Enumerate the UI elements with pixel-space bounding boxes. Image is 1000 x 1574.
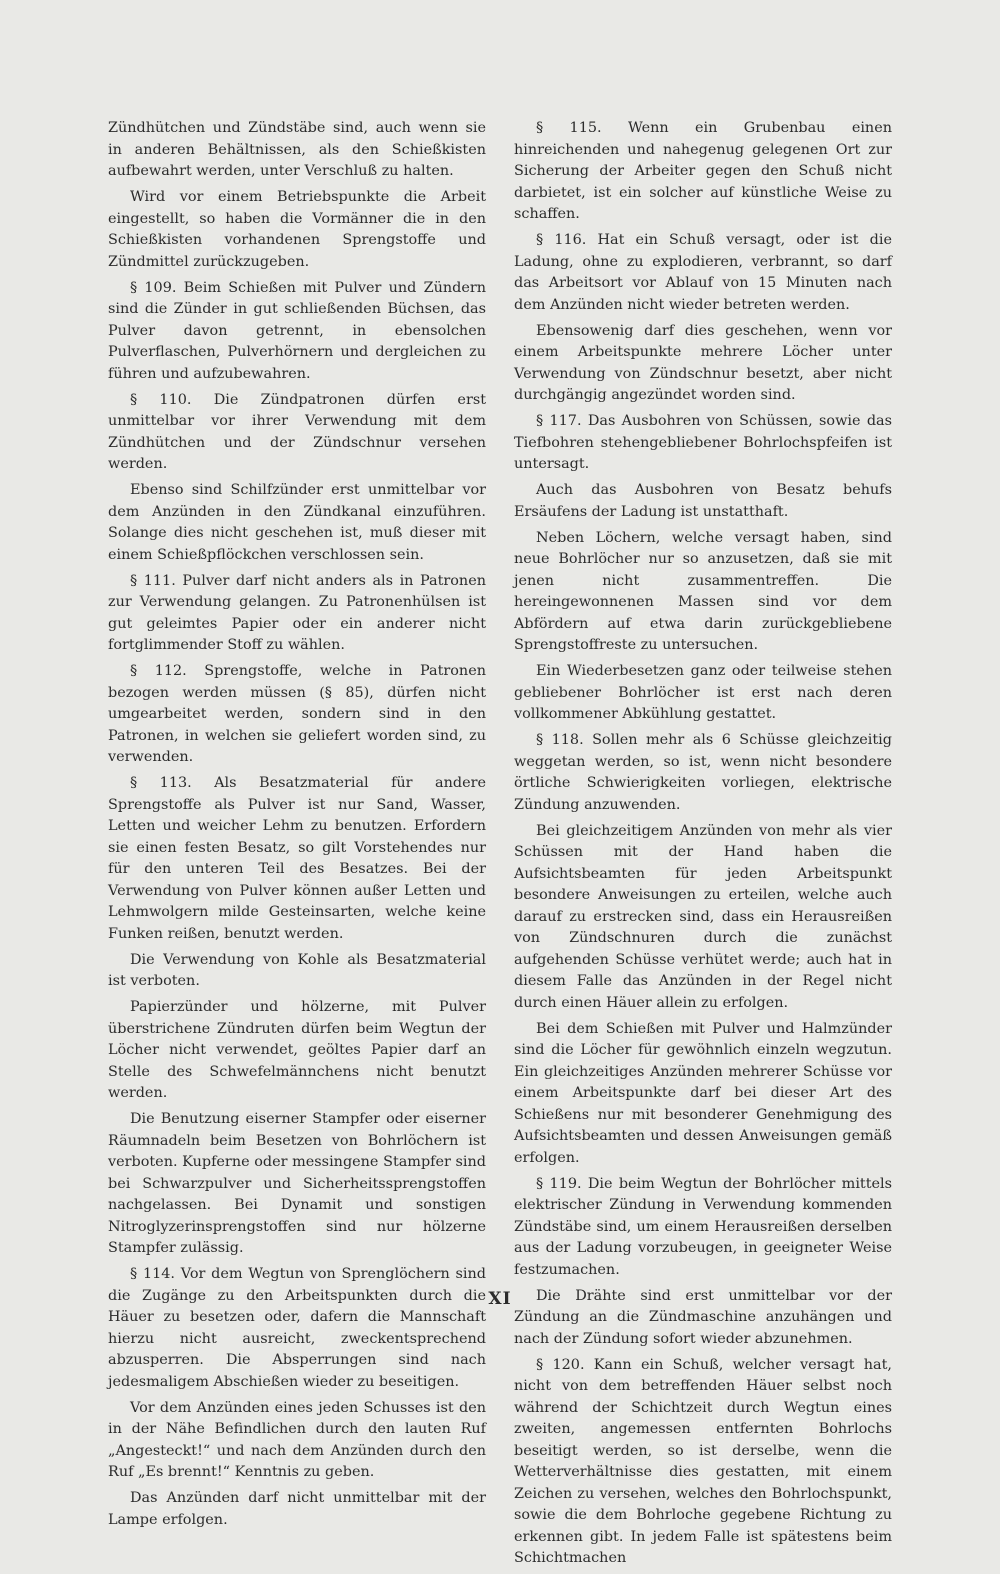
paragraph: Vor dem Anzünden eines jeden Schusses ist den in der Nähe Befindlichen durch den lauten Ruf „Angesteckt!“ und nach dem Anzünden durch den Ruf „Es brennt!“ Kenntnis zu geben. (108, 1399, 486, 1480)
paragraph: Ein Wiederbesetzen ganz oder teilweise stehen gebliebener Bohrlöcher ist erst nach deren vollkommener Abkühlung gestattet. (514, 663, 892, 722)
paragraph: § 115. Wenn ein Grubenbau einen hinreichenden und nahegenug gelegenen Ort zur Sicherung der Arbeiter gegen den Schuß nicht darbietet, ist ein solcher auf künstliche Weise zu schaffen. (514, 120, 892, 222)
paragraph: § 113. Als Besatzmaterial für andere Sprengstoffe als Pulver ist nur Sand, Wasser, Letten und weicher Lehm zu benutzen. Erfordern sie einen festen Besatz, so gilt Vorstehendes nur für den unteren Teil des Besatzes. Bei der Verwendung von Pulver können außer Letten und Lehmwolgern milde Gesteinsarten, welche keine Funken reißen, benutzt werden. (108, 775, 486, 942)
page-number: XI (488, 1289, 512, 1309)
paragraph: Bei dem Schießen mit Pulver und Halmzünder sind die Löcher für gewöhnlich einzeln wegzutun. Ein gleichzeitiges Anzünden mehrerer Schüsse vor einem Arbeitspunkte darf bei dieser Art des Schießens nur mit besonderer Genehmigung des Aufsichtsbeamten und dessen Anweisungen gemäß erfolgen. (514, 1020, 892, 1166)
paragraph: § 111. Pulver darf nicht anders als in Patronen zur Verwendung gelangen. Zu Patronenhülsen ist gut geleimtes Papier oder ein anderer nicht fortglimmender Stoff zu wählen. (108, 572, 486, 653)
paragraph: Wird vor einem Betriebspunkte die Arbeit eingestellt, so haben die Vormänner die in den Schießkisten vorhandenen Sprengstoffe und Zündmittel zurückzugeben. (108, 189, 486, 270)
paragraph: § 109. Beim Schießen mit Pulver und Zündern sind die Zünder in gut schließenden Büchsen, das Pulver davon getrennt, in ebensolchen Pulverflaschen, Pulverhörnern und dergleichen zu führen und aufzubewahren. (108, 279, 486, 382)
paragraph: Neben Löchern, welche versagt haben, sind neue Bohrlöcher nur so anzusetzen, daß sie mit jenen nicht zusammentreffen. Die hereingewonnenen Massen sind vor dem Abfördern auf etwa darin zurückgebliebene Sprengstoffreste zu untersuchen. (514, 529, 892, 653)
paragraph: Auch das Ausbohren von Besatz behufs Ersäufens der Ladung ist unstatthaft. (514, 482, 892, 520)
paragraph: Die Verwendung von Kohle als Besatzmaterial ist verboten. (108, 951, 486, 989)
paragraph: Ebenso sind Schilfzünder erst unmittelbar vor dem Anzünden in den Zündkanal einzuführen. Solange dies nicht geschehen ist, muß dieser mit einem Schießpflöckchen verschlossen sein. (108, 482, 486, 563)
paragraph: Die Drähte sind erst unmittelbar vor der Zündung an die Zündmaschine anzuhängen und nach der Zündung sofort wieder abzunehmen. (514, 1287, 892, 1347)
paragraph: § 110. Die Zündpatronen dürfen erst unmittelbar vor ihrer Verwendung mit dem Zündhütchen und der Zündschnur versehen werden. (108, 391, 486, 472)
paragraph: § 112. Sprengstoffe, welche in Patronen bezogen werden müssen (§ 85), dürfen nicht umgearbeitet werden, sondern sind in den Patronen, in welchen sie geliefert worden sind, zu verwenden. (108, 663, 486, 765)
paragraph: Ebensowenig darf dies geschehen, wenn vor einem Arbeitspunkte mehrere Löcher unter Verwendung von Zündschnur besetzt, aber nicht durchgängig angezündet worden sind. (514, 322, 892, 403)
paragraph: Bei gleichzeitigem Anzünden von mehr als vier Schüssen mit der Hand haben die Aufsichtsbeamten für jeden Arbeitspunkt besondere Anweisungen zu erteilen, welche auch darauf zu erstrecken sind, dass ein Herausreißen von Zündschnuren durch die zunächst aufgehenden Schüsse verhütet werde; auch hat in diesem Falle das Anzünden in der Regel nicht durch einen Häuer allein zu erfolgen. (514, 822, 892, 1011)
right-text-column (514, 118, 892, 1574)
paragraph: Papierzünder und hölzerne, mit Pulver überstrichene Zündruten dürfen beim Wegtun der Löcher nicht verwendet, geöltes Papier darf an Stelle des Schwefelmännchens nicht benutzt werden. (108, 999, 486, 1101)
paragraph: Das Anzünden darf nicht unmittelbar mit der Lampe erfolgen. (108, 1490, 486, 1528)
paragraph: § 114. Vor dem Wegtun von Sprenglöchern sind die Zugänge zu den Arbeitspunkten durch die Häuer zu besetzen oder, dafern die Mannschaft hierzu nicht ausreicht, zweckentsprechend abzusperren. Die Absperrungen sind nach jedesmaligem Abschießen wieder zu beseitigen. (108, 1266, 486, 1390)
paragraph: Die Benutzung eiserner Stampfer oder eiserner Räumnadeln beim Besetzen von Bohrlöchern ist verboten. Kupferne oder messingene Stampfer sind bei Schwarzpulver und Sicherheitssprengstoffen nachgelassen. Bei Dynamit und sonstigen Nitroglyzerinsprengstoffen sind nur hölzerne Stampfer zulässig. (108, 1111, 486, 1256)
paragraph: Zündhütchen und Zündstäbe sind, auch wenn sie in anderen Behältnissen, als den Schießkisten aufbewahrt werden, unter Verschluß zu halten. (108, 120, 486, 179)
left-text-column (108, 118, 486, 1536)
paragraph: § 117. Das Ausbohren von Schüssen, sowie das Tiefbohren stehengebliebener Bohrlochspfeifen ist untersagt. (514, 413, 892, 472)
paragraph: § 118. Sollen mehr als 6 Schüsse gleichzeitig weggetan werden, so ist, wenn nicht besondere örtliche Schwierigkeiten vorliegen, elektrische Zündung anzuwenden. (514, 732, 892, 813)
paragraph: § 116. Hat ein Schuß versagt, oder ist die Ladung, ohne zu explodieren, verbrannt, so darf das Arbeitsort vor Ablauf von 15 Minuten nach dem Anzünden nicht wieder betreten werden. (514, 232, 892, 313)
paragraph: § 119. Die beim Wegtun der Bohrlöcher mittels elektrischer Zündung in Verwendung kommenden Zündstäbe sind, um einem Herausreißen derselben aus der Ladung vorzubeugen, in geeigneter Weise festzumachen. (514, 1175, 892, 1278)
paragraph: § 120. Kann ein Schuß, welcher versagt hat, nicht von dem betreffenden Häuer selbst noch während der Schichtzeit durch Wegtun eines zweiten, angemessen entfernten Bohrlochs beseitigt werden, so ist derselbe, wenn die Wetterverhältnisse dies gestatten, mit einem Zeichen zu versehen, welches den Bohrlochspunkt, sowie die dem Bohrloche gegebene Richtung zu erkennen gibt. In jedem Falle ist spätestens beim Schichtmachen (514, 1356, 892, 1566)
